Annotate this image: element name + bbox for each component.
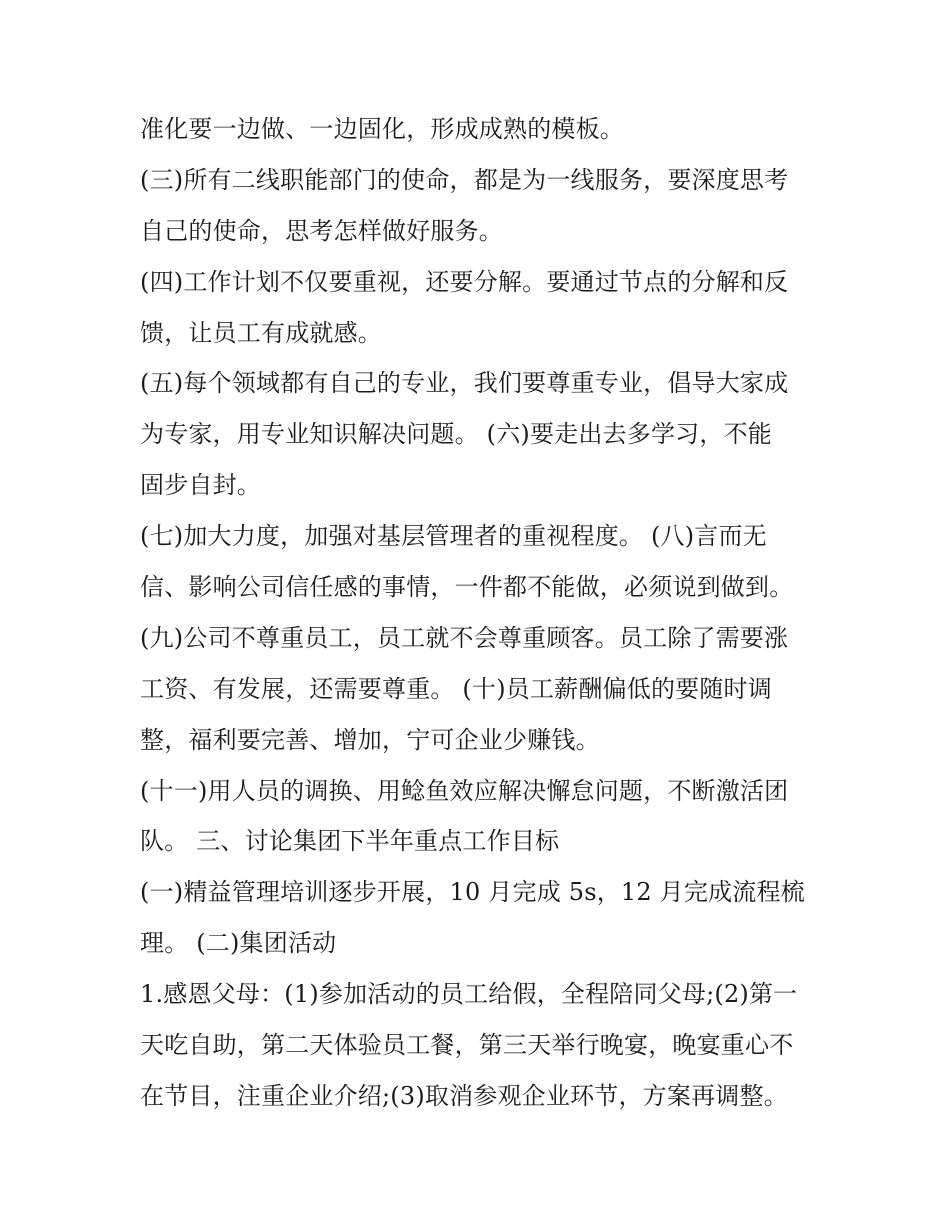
text-line: (四)工作计划不仅要重视，还要分解。要通过节点的分解和反 — [140, 267, 789, 296]
text-line: 天吃自助，第二天体验员工餐，第三天举行晚宴，晚宴重心不 — [140, 1031, 794, 1060]
text-line: 队。 三、讨论集团下半年重点工作目标 — [140, 827, 560, 856]
text-line: (七)加大力度，加强对基层管理者的重视程度。 (八)言而无 — [140, 522, 767, 551]
text-line: 准化要一边做、一边固化，形成成熟的模板。 — [140, 115, 624, 143]
text-line: 理。 (二)集团活动 — [140, 929, 337, 958]
text-line: 馈，让员工有成就感。 — [140, 318, 382, 347]
text-line: 整，福利要完善、增加，宁可企业少赚钱。 — [140, 725, 600, 754]
text-line: 工资、有发展，还需要尊重。 (十)员工薪酬偏低的要随时调 — [140, 674, 772, 703]
text-line: 信、影响公司信任感的事情，一件都不能做，必须说到做到。 — [140, 573, 794, 602]
text-line: (三)所有二线职能部门的使命，都是为一线服务，要深度思考 — [140, 165, 789, 194]
text-line: (一)精益管理培训逐步开展，10 月完成 5s，12 月完成流程梳 — [140, 878, 805, 907]
text-line: 在节目，注重企业介绍;(3)取消参观企业环节，方案再调整。 — [140, 1081, 788, 1110]
text-line: 固步自封。 — [140, 471, 261, 500]
text-line: 1.感恩父母：(1)参加活动的员工给假，全程陪同父母;(2)第一 — [140, 980, 798, 1009]
text-line: 为专家，用专业知识解决问题。 (六)要走出去多学习，不能 — [140, 420, 772, 449]
text-line: (十一)用人员的调换、用鲶鱼效应解决懈怠问题，不断激活团 — [140, 776, 789, 805]
text-line: (九)公司不尊重员工，员工就不会尊重顾客。员工除了需要涨 — [140, 623, 789, 652]
text-line: 自己的使命，思考怎样做好服务。 — [140, 216, 503, 245]
text-line: (五)每个领域都有自己的专业，我们要尊重专业，倡导大家成 — [140, 369, 789, 398]
document-body — [140, 104, 830, 1122]
